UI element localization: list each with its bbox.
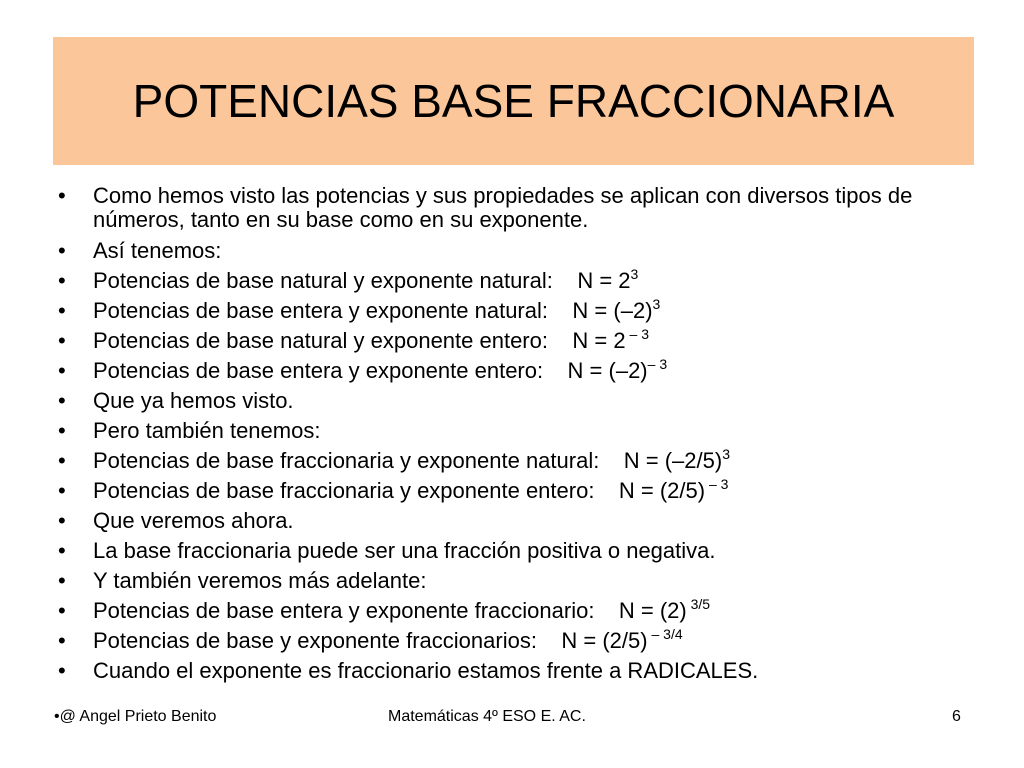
bullet-marker: • [58,328,66,353]
bullet-list [58,184,978,689]
page-number: 6 [952,708,961,725]
exponent: – 3 [647,356,668,372]
bullet-text: Potencias de base fraccionaria y exponente natural: N = (–2/5) [93,448,723,473]
bullet-item [58,596,978,623]
bullet-item [58,539,978,563]
exponent: – 3 [625,326,649,342]
bullet-text: Que ya hemos visto. [93,388,294,413]
bullet-marker: • [58,598,66,623]
bullet-item [58,184,978,232]
bullet-text: Que veremos ahora. [93,508,294,533]
bullet-marker: • [58,538,66,563]
exponent: 3 [630,266,639,282]
bullet-item [58,509,978,533]
bullet-item [58,419,978,443]
bullet-item [58,389,978,413]
exponent: – 3 [705,476,729,492]
bullet-marker: • [58,183,66,208]
bullet-item [58,446,978,473]
bullet-item [58,296,978,323]
bullet-marker: • [58,238,66,263]
bullet-item [58,626,978,653]
bullet-item [58,569,978,593]
exponent: 3/5 [686,596,711,612]
bullet-text: Potencias de base entera y exponente natural: N = (–2) [93,298,653,323]
exponent: – 3/4 [647,626,683,642]
exponent: 3 [652,296,661,312]
bullet-marker: • [58,268,66,293]
bullet-marker: • [58,388,66,413]
bullet-marker: • [58,628,66,653]
bullet-text: Potencias de base natural y exponente entero: N = 2 [93,328,626,353]
footer-author: •@ Angel Prieto Benito [54,708,217,725]
bullet-item [58,266,978,293]
bullet-item [58,326,978,353]
bullet-marker: • [58,298,66,323]
bullet-item [58,356,978,383]
bullet-item [58,239,978,263]
bullet-text: Así tenemos: [93,238,222,263]
bullet-marker: • [58,478,66,503]
bullet-text: Pero también tenemos: [93,418,321,443]
bullet-text: La base fraccionaria puede ser una fracción positiva o negativa. [93,538,716,563]
bullet-marker: • [58,358,66,383]
bullet-marker: • [58,568,66,593]
bullet-item [58,659,978,683]
bullet-marker: • [58,508,66,533]
bullet-text: Potencias de base entera y exponente fraccionario: N = (2) [93,598,687,623]
bullet-text: Cuando el exponente es fraccionario estamos frente a RADICALES. [93,658,759,683]
bullet-item [58,476,978,503]
bullet-text: Como hemos visto las potencias y sus propiedades se aplican con diversos tipos de números, tanto en su base como en su exponente. [93,183,913,232]
bullet-marker: • [58,658,66,683]
bullet-marker: • [58,448,66,473]
footer-course: Matemáticas 4º ESO E. AC. [388,708,586,725]
bullet-text: Y también veremos más adelante: [93,568,427,593]
bullet-text: Potencias de base fraccionaria y exponente entero: N = (2/5) [93,478,706,503]
bullet-text: Potencias de base entera y exponente entero: N = (–2) [93,358,648,383]
bullet-text: Potencias de base y exponente fraccionarios: N = (2/5) [93,628,648,653]
exponent: 3 [722,446,730,462]
slide-title: POTENCIAS BASE FRACCIONARIA [132,75,895,127]
bullet-marker: • [58,418,66,443]
bullet-text: Potencias de base natural y exponente natural: N = 2 [93,268,631,293]
